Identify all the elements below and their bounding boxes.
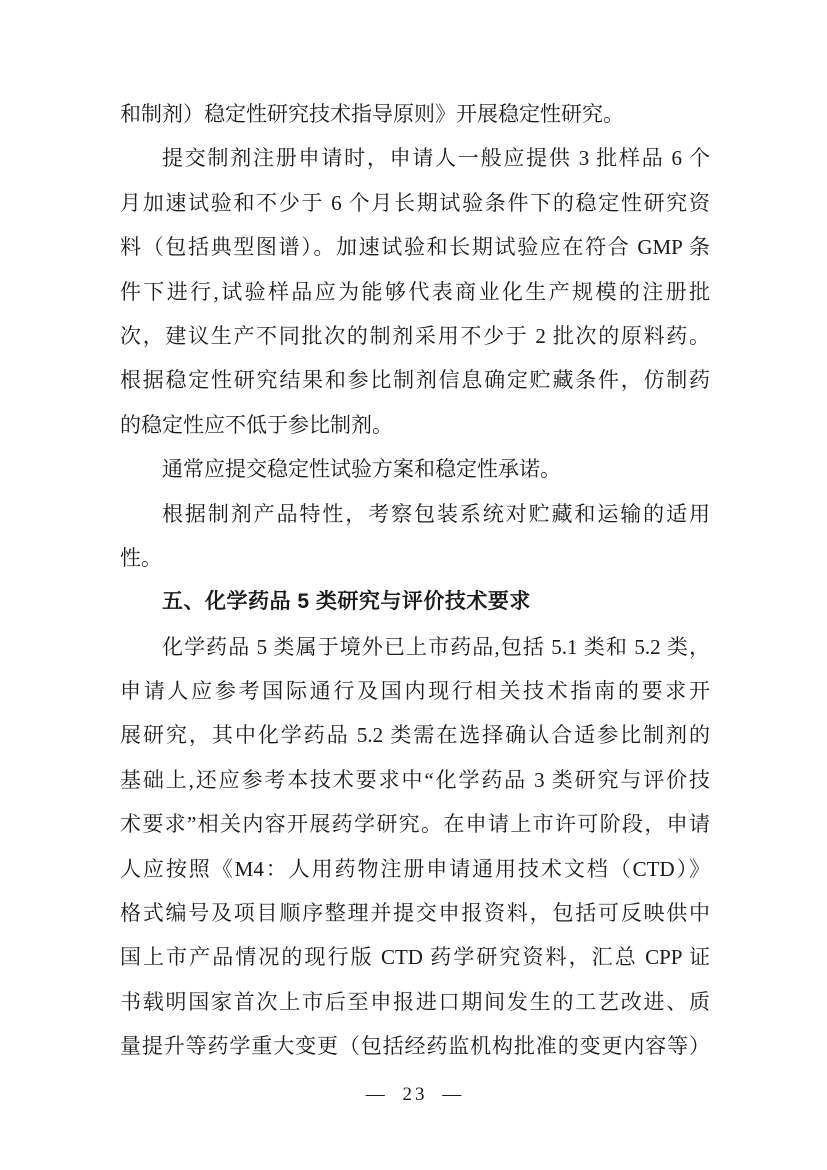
text-line: 化学药品 5 类属于境外已上市药品,包括 5.1 类和 5.2 类， <box>162 634 710 659</box>
text-line: 次，建议生产不同批次的制剂采用不少于 2 批次的原料药。 <box>120 323 710 348</box>
text-line: 书载明国家首次上市后至申报进口期间发生的工艺改进、质 <box>120 989 710 1014</box>
page-number: — 23 — <box>365 1083 465 1105</box>
text-line: 性。 <box>120 545 162 570</box>
text-line: 术要求”相关内容开展药学研究。在申请上市许可阶段，申请 <box>120 812 710 837</box>
section-heading: 五、化学药品 5 类研究与评价技术要求 <box>162 590 531 614</box>
text-line: 料（包括典型图谱）。加速试验和长期试验应在符合 GMP 条 <box>120 235 710 260</box>
text-line: 格式编号及项目顺序整理并提交申报资料，包括可反映供中 <box>120 901 710 926</box>
text-line: 基础上,还应参考本技术要求中“化学药品 3 类研究与评价技 <box>120 767 710 792</box>
text-line: 国上市产品情况的现行版 CTD 药学研究资料，汇总 CPP 证 <box>120 945 710 970</box>
text-line: 申请人应参考国际通行及国内现行相关技术指南的要求开 <box>120 679 710 704</box>
text-line: 月加速试验和不少于 6 个月长期试验条件下的稳定性研究资 <box>120 190 710 215</box>
text-line: 通常应提交稳定性试验方案和稳定性承诺。 <box>162 457 561 482</box>
text-line: 根据稳定性研究结果和参比制剂信息确定贮藏条件，仿制药 <box>120 368 710 393</box>
text-line: 件下进行,试验样品应为能够代表商业化生产规模的注册批 <box>120 279 710 304</box>
text-line: 和制剂）稳定性研究技术指导原则》开展稳定性研究。 <box>120 102 624 126</box>
text-line: 量提升等药学重大变更（包括经药监机构批准的变更内容等） <box>120 1034 710 1059</box>
text-line: 根据制剂产品特性，考察包装系统对贮藏和运输的适用 <box>162 501 710 526</box>
text-line: 的稳定性应不低于参比制剂。 <box>120 412 393 437</box>
text-line: 人应按照《M4：人用药物注册申请通用技术文档（CTD）》 <box>120 856 710 881</box>
text-line: 展研究，其中化学药品 5.2 类需在选择确认合适参比制剂的 <box>120 723 710 748</box>
text-line: 提交制剂注册申请时，申请人一般应提供 3 批样品 6 个 <box>162 146 710 171</box>
